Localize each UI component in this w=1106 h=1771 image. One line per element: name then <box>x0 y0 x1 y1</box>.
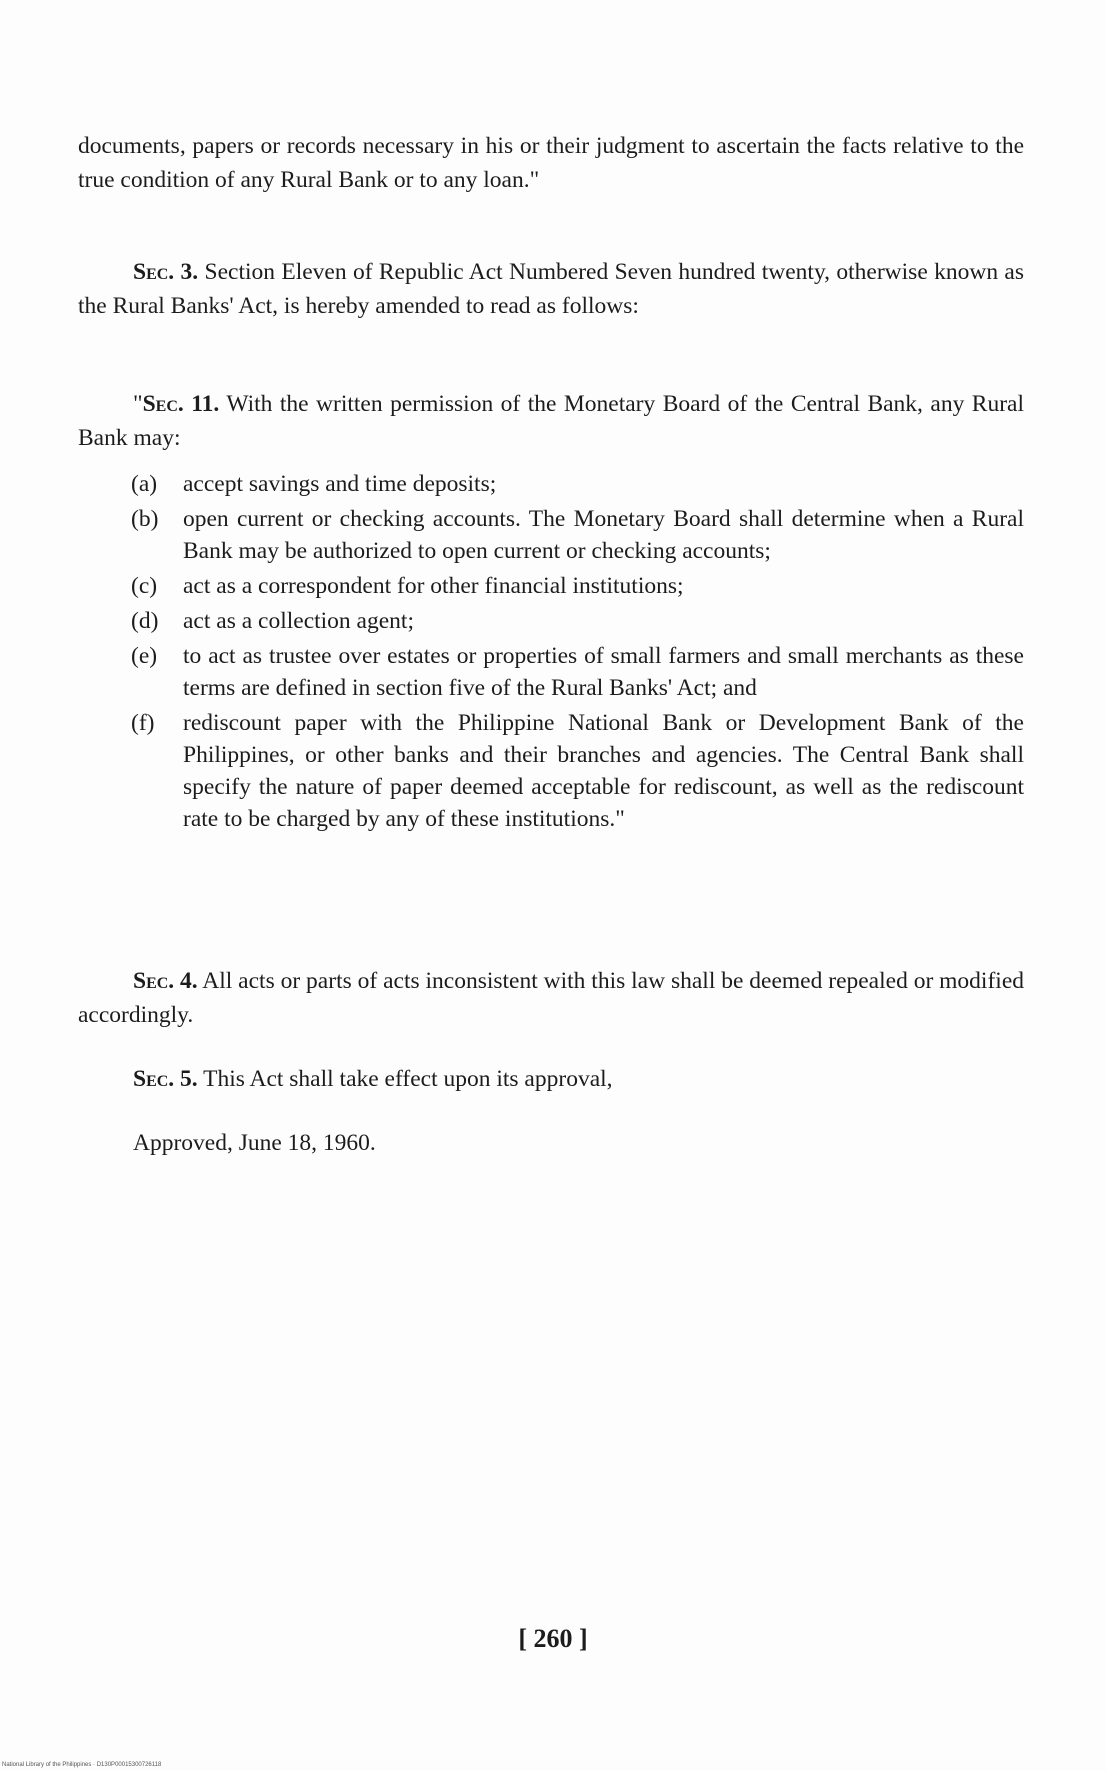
list-item-text: rediscount paper with the Philippine National Bank or Development Bank of the Philippines, or other banks and their branches and agencies. The Central Bank shall specify the nature of paper deemed acceptable for rediscount, as well as the rediscount rate to be charged by any of these institutions." <box>183 710 1024 832</box>
paragraph-section-3 <box>78 256 1024 323</box>
list-marker: (c) <box>131 573 158 599</box>
paragraph-text: All acts or parts of acts inconsistent with this law shall be deemed repealed or modified accordingly. <box>78 968 1024 1028</box>
list-item <box>131 640 1024 704</box>
paragraph-text: This Act shall take effect upon its approval, <box>197 1066 613 1092</box>
paragraph-section-11 <box>78 388 1024 455</box>
approval-text: Approved, June 18, 1960. <box>133 1130 376 1156</box>
list-item <box>131 570 1024 602</box>
list-item-text: accept savings and time deposits; <box>183 471 497 497</box>
paragraph-text: documents, papers or records necessary in his or their judgment to ascertain the facts relative to the true condition of any Rural Bank or to any loan." <box>78 133 1024 193</box>
paragraph-text: With the written permission of the Monetary Board of the Central Bank, any Rural Bank may: <box>78 391 1024 451</box>
footer-note: National Library of the Philippines · D130P00015300726118 <box>2 1762 162 1768</box>
section-label: Sec. 5. <box>133 1066 198 1092</box>
paragraph-section-4 <box>78 965 1024 1032</box>
open-quote: " <box>133 391 143 417</box>
section-label: Sec. 3. <box>133 259 199 285</box>
list-marker: (b) <box>131 506 159 532</box>
list-item-text: to act as trustee over estates or properties of small farmers and small merchants as these terms are defined in section five of the Rural Banks' Act; and <box>183 643 1024 701</box>
list-item <box>131 468 1024 500</box>
approval-line <box>78 1127 1024 1161</box>
list-item-text: open current or checking accounts. The Monetary Board shall determine when a Rural Bank may be authorized to open current or checking accounts; <box>183 506 1024 564</box>
list-marker: (d) <box>131 608 159 634</box>
powers-list <box>131 468 1024 838</box>
paragraph-section-5 <box>78 1063 1024 1097</box>
list-marker: (a) <box>131 471 158 497</box>
paragraph-text: Section Eleven of Republic Act Numbered Seven hundred twenty, otherwise known as the Rural Banks' Act, is hereby amended to read as follows: <box>78 259 1025 319</box>
list-marker: (e) <box>131 643 158 669</box>
list-item <box>131 503 1024 567</box>
list-item <box>131 707 1024 835</box>
list-item <box>131 605 1024 637</box>
page-number: [ 260 ] <box>518 1624 588 1653</box>
section-label: Sec. 4. <box>133 968 198 994</box>
list-item-text: act as a collection agent; <box>183 608 414 634</box>
paragraph-continuation <box>78 130 1024 197</box>
list-item-text: act as a correspondent for other financial institutions; <box>183 573 684 599</box>
list-marker: (f) <box>131 710 155 736</box>
section-label: Sec. 11. <box>142 391 220 417</box>
